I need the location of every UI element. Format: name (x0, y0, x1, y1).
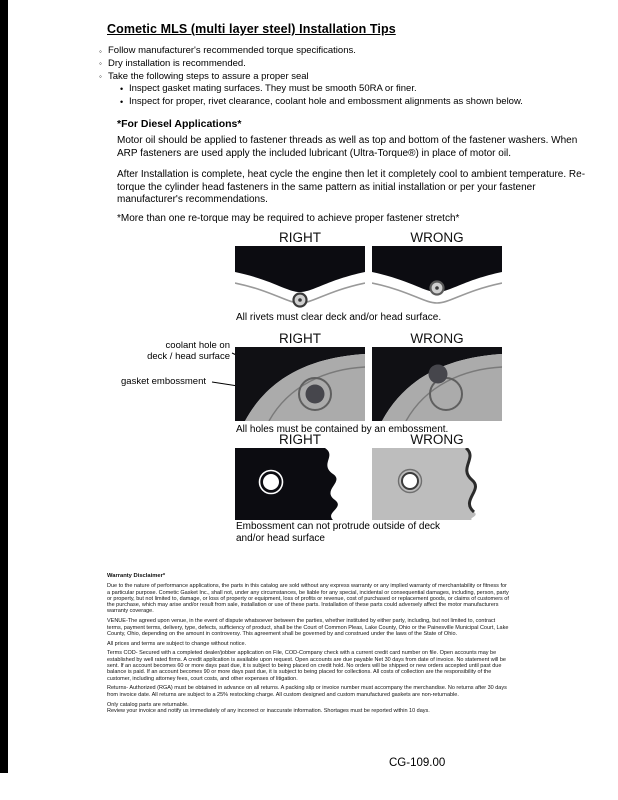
open-bullet-icon: ◦ (99, 46, 102, 56)
warranty-disclaimer-title: Warranty Disclaimer* (107, 573, 166, 579)
embossment-containment-right-diagram (235, 347, 365, 421)
embossment-right-illustration (235, 347, 365, 421)
installation-tips-list (99, 45, 569, 109)
embossment-containment-wrong-diagram (372, 347, 502, 421)
legal-paragraph: Returns- Authorized (RGA) must be obtained in advance on all returns. A packing slip or invoice number must accompany the merchandise. No returns after 30 days from invoice date. All returns are subject to a 25% restocking charge. All custom designed and custom manufactured gaskets are non-returnable. (107, 685, 507, 698)
tip-item (99, 58, 569, 71)
row2-right-label: RIGHT (279, 331, 321, 346)
rivet-right-illustration (235, 246, 365, 309)
row1-caption: All rivets must clear deck and/or head surface. (236, 312, 442, 323)
legal-disclaimer-block (107, 573, 509, 718)
open-bullet-icon: ◦ (99, 72, 102, 82)
row1-right-label: RIGHT (279, 230, 321, 245)
diesel-paragraph-oil: Motor oil should be applied to fastener threads as well as top and bottom of the fastener washers. When ARP fasteners are used apply the included lubricant (Ultra-Torque®) in place of motor oil. (117, 135, 578, 159)
protrusion-wrong-diagram (372, 448, 502, 520)
tip-text: Take the following steps to assure a proper seal (108, 70, 309, 82)
legal-paragraph: Review your invoice and notify us immediately of any incorrect or inaccurate information. Shortages must be reported within 10 days. (107, 708, 430, 715)
tip-item (99, 71, 569, 84)
tip-text: Follow manufacturer's recommended torque specifications. (108, 45, 356, 56)
row2-caption: All holes must be contained by an embossment. (236, 424, 449, 435)
filled-bullet-icon: • (120, 97, 124, 108)
page-title: Cometic MLS (multi layer steel) Installation Tips (107, 22, 396, 36)
retorque-note: *More than one re-torque may be required to achieve proper fastener stretch* (117, 213, 460, 224)
row2-wrong-label: WRONG (410, 331, 464, 346)
legal-paragraph: All prices and terms are subject to change without notice. (107, 640, 247, 647)
tip-text: Inspect for proper, rivet clearance, coolant hole and embossment alignments as shown below. (129, 96, 523, 108)
legal-paragraph: Only catalog parts are returnable. (107, 701, 189, 708)
rivet-clearance-right-diagram (235, 246, 365, 309)
gasket-embossment-callout: gasket embossment (121, 376, 207, 387)
legal-paragraph: Terms COD- Secured with a completed dealer/jobber application on File, COD-Company check with a current credit card number on file. Open accounts may be established by well rated firms. A credit application is available upon request. Open accounts are due payable Net 30 days from date of invoice. No statement will be sent. If an account becomes 60 or more days past due, it is subject to being placed on credit hold. No orders will be shipped or new orders accepted until past due balance is paid. If an account becomes 90 or more days past due, it is subject to being placed for collections. All costs of collection are the responsibility of the customer, including attorney fees, court costs, and other expenses of litigation. (107, 650, 506, 682)
binding-edge-bar (0, 0, 8, 773)
tip-sub-item (120, 83, 569, 96)
row1-wrong-label: WRONG (410, 230, 464, 245)
rivet-wrong-illustration (372, 246, 502, 309)
diesel-applications-heading: *For Diesel Applications* (117, 118, 242, 130)
coolant-hole-callout-line2: deck / head surface (147, 350, 230, 362)
filled-bullet-icon: • (120, 84, 124, 95)
tip-text: Inspect gasket mating surfaces. They must be smooth 50RA or finer. (129, 83, 417, 95)
legal-paragraph: VENUE-The agreed upon venue, in the event of dispute whatsoever between the parties, whether instituted by either party, including, but not limited to, contract terms, payment terms, delivery, type, defects, sufficiency of product, shall be the Court of Common Pleas, Lake County, Ohio or the Painesville Municipal Court, Lake County, Ohio, depending on the amount in controversy. This agreement shall be governed by and construed under the laws of the State of Ohio. (107, 618, 509, 637)
tip-sub-item (120, 96, 569, 109)
coolant-hole-callout-line1: coolant hole on (165, 340, 230, 351)
row3-caption: Embossment can not protrude outside of deck and/or head surface (236, 521, 441, 544)
tip-text: Dry installation is recommended. (108, 57, 246, 69)
legal-paragraph: Due to the nature of performance applications, the parts in this catalog are sold without any express warranty or any implied warranty of merchantability or fitness for a particular purpose. Cometic Gasket Inc., shall not, under any circumstances, be liable for any special, incidental or consequential damages, including, person, party or property, but not limited to, damage, or loss of property or equipment, loss of profits or revenue, cost of purchased or replacement goods, or claims of customers of the purchase, which may arise and/or result from sale, installation or use of these parts. Installation of these parts could adversely affect the motor manufacturers warranty coverage. (107, 583, 509, 615)
diesel-paragraph-heat-cycle: After Installation is complete, heat cycle the engine then let it completely cool to ambient temperature. Re-torque the cylinder head fasteners in the same pattern as initial installation or per your fastener manufacturer's recommendations. (117, 169, 586, 206)
coolant-hole-callout (136, 341, 230, 362)
tip-item (99, 45, 569, 58)
embossment-wrong-illustration (372, 347, 502, 421)
page-number: CG-109.00 (389, 757, 446, 769)
protrusion-right-illustration (235, 448, 365, 520)
rivet-clearance-wrong-diagram (372, 246, 502, 309)
protrusion-right-diagram (235, 448, 365, 520)
row3-right-label: RIGHT (279, 432, 321, 447)
row3-wrong-label: WRONG (410, 432, 464, 447)
open-bullet-icon: ◦ (99, 59, 102, 69)
protrusion-wrong-illustration (372, 448, 502, 520)
